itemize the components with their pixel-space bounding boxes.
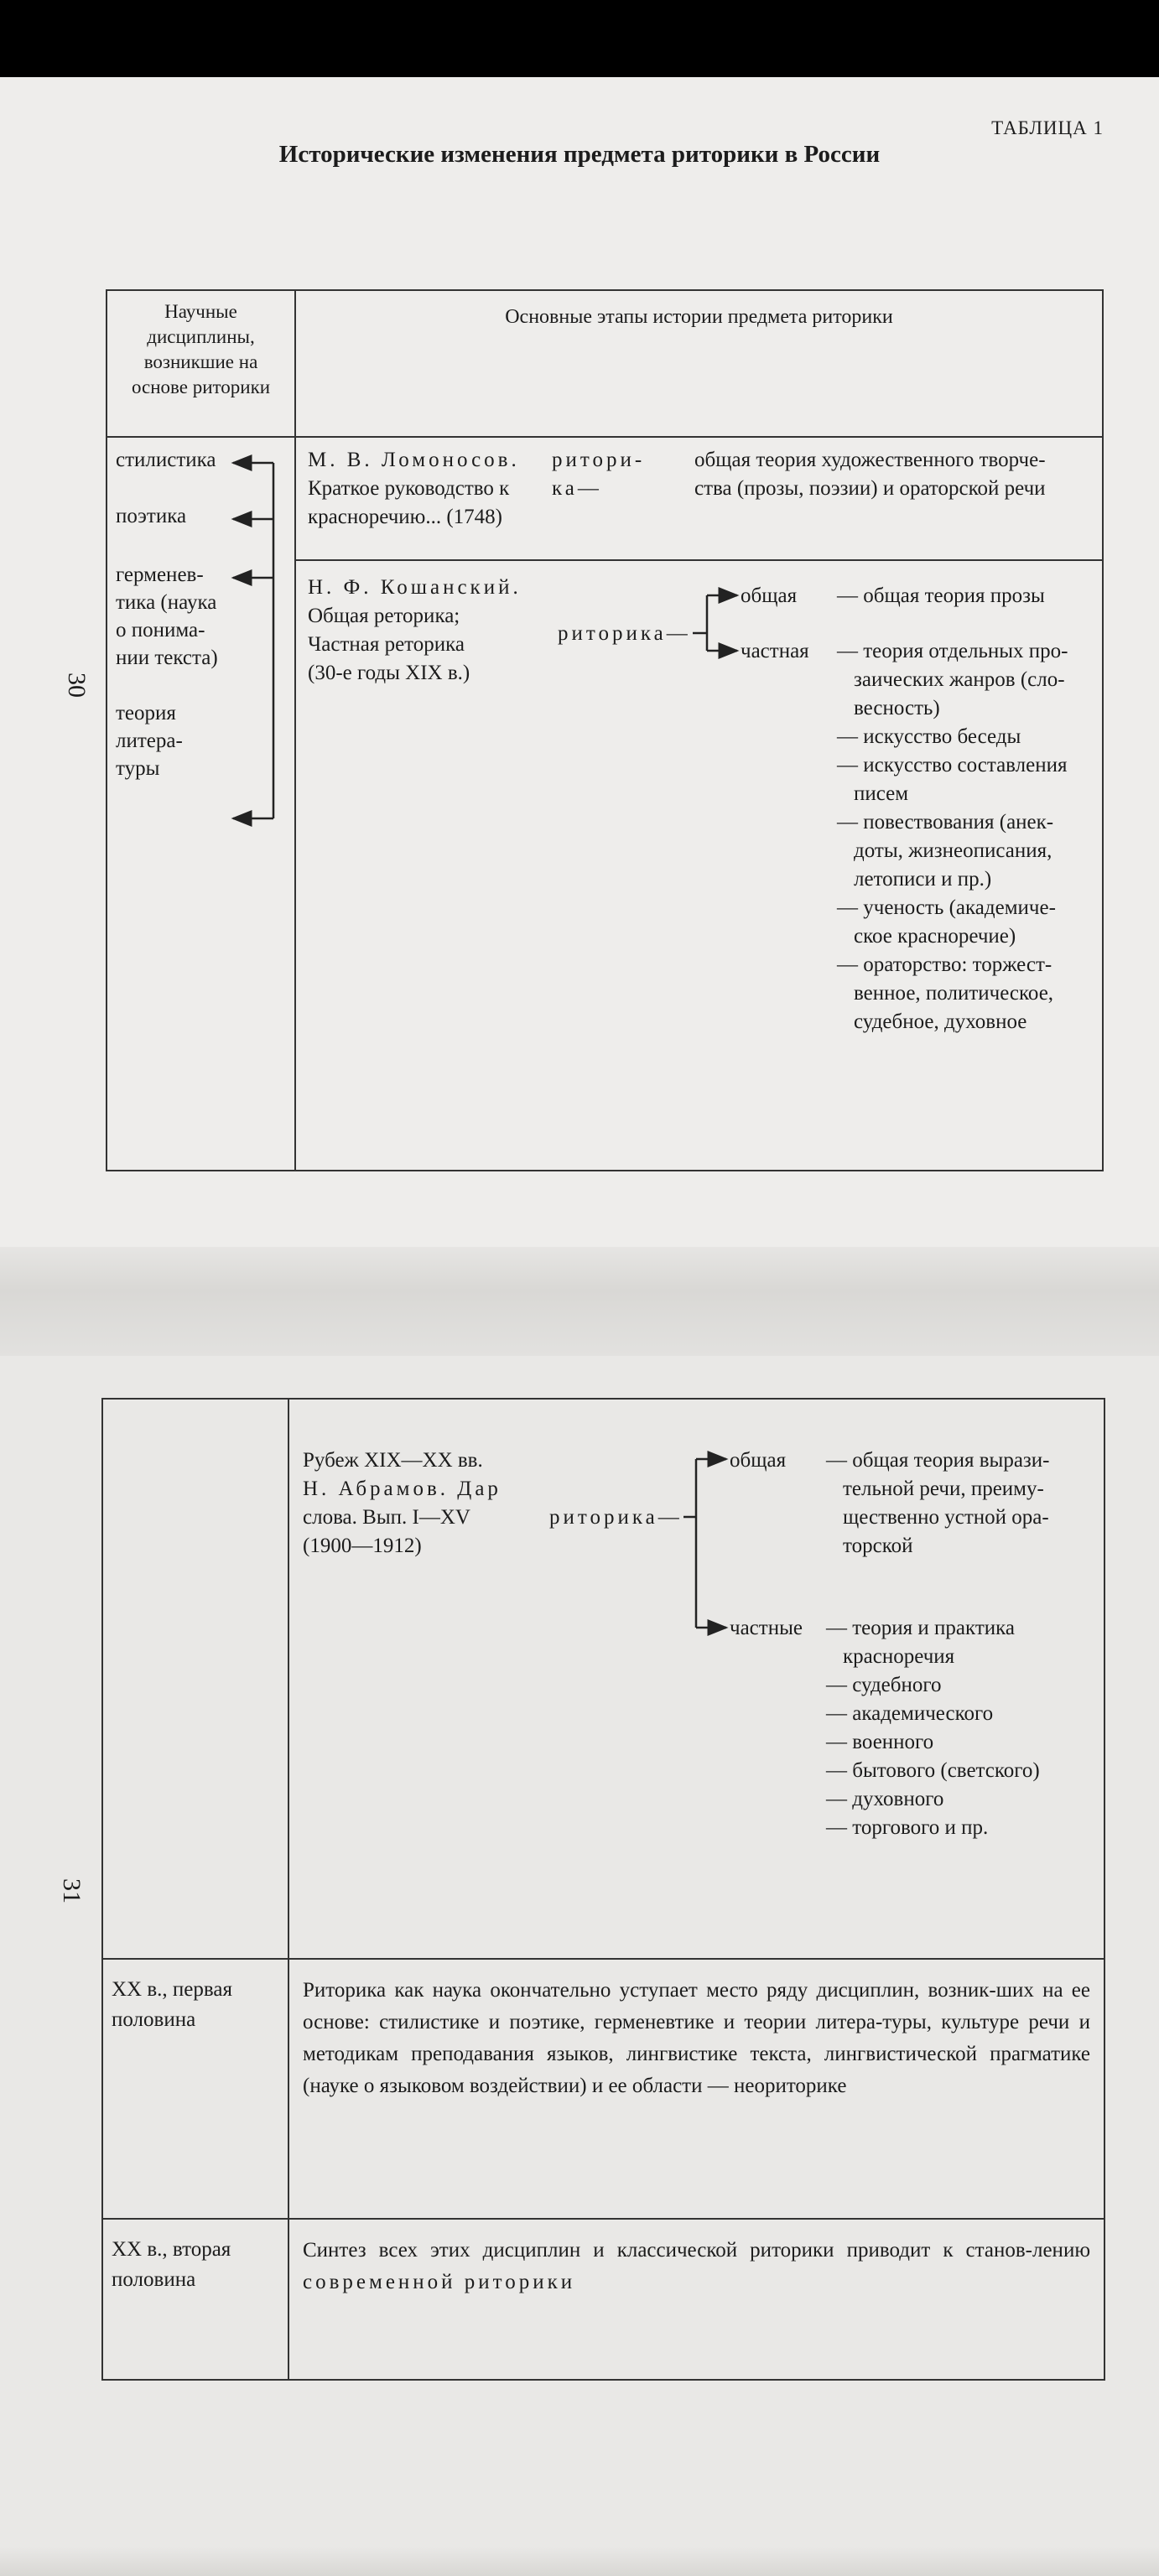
abramov-general: общая <box>730 1449 787 1472</box>
disciplines-cell <box>107 437 295 1171</box>
koshansky-item: летописи и пр.) <box>854 868 992 891</box>
lomonosov-author: М. В. Ломоносов. <box>308 449 520 471</box>
abramov-particular-def: — военного <box>826 1731 934 1753</box>
lomonosov-definition: общая теория художественного творче- <box>694 449 1046 471</box>
abramov-general-def: — общая теория вырази- <box>826 1449 1050 1472</box>
abramov-branch-arrows <box>289 1400 1105 1960</box>
empty-discipline-cell <box>102 1399 288 1959</box>
first-half-label <box>102 1959 288 2219</box>
koshansky-item: — ораторство: торжест- <box>837 953 1052 976</box>
header-stages: Основные этапы истории предмета риторики <box>295 290 1103 437</box>
period-label: XX в., вторая <box>112 2238 231 2261</box>
koshansky-general: общая <box>741 584 798 607</box>
page-number-31: 31 <box>58 1878 86 1903</box>
koshansky-work: Частная реторика <box>308 633 465 656</box>
header-left-line: дисциплины, <box>147 326 255 347</box>
abramov-particular-def: — судебного <box>826 1674 942 1696</box>
header-left-line: основе риторики <box>131 377 271 397</box>
koshansky-branch-arrows <box>296 438 1104 1171</box>
koshansky-work: Общая реторика; <box>308 605 460 627</box>
koshansky-item: весность) <box>854 697 940 719</box>
page-number-30: 30 <box>63 673 91 698</box>
abramov-particular-def: — бытового (светского) <box>826 1759 1040 1782</box>
abramov-particular-def: — теория и практика <box>826 1617 1015 1639</box>
page-bottom-shadow <box>0 2547 1159 2576</box>
top-black-bar <box>0 0 1159 77</box>
abramov-cell <box>288 1399 1104 1959</box>
abramov-particular-def: — торгового и пр. <box>826 1816 989 1839</box>
koshansky-item: — теория отдельных про- <box>837 640 1068 662</box>
abramov-line: Рубеж XIX—XX вв. <box>303 1449 483 1472</box>
abramov-particular-def: — академического <box>826 1702 994 1725</box>
koshansky-item: — повествования (анек- <box>837 811 1054 834</box>
discipline-hermeneutics: тика (наука <box>116 591 217 614</box>
abramov-line: Н. Абрамов. Дар <box>303 1478 502 1500</box>
koshansky-author: Н. Ф. Кошанский. <box>308 576 522 599</box>
period-label: XX в., первая <box>112 1978 232 2001</box>
rhetoric-history-table-part1 <box>106 289 1104 1171</box>
second-half-text <box>288 2219 1104 2380</box>
header-disciplines <box>107 290 295 437</box>
koshansky-particular: частная <box>741 640 809 662</box>
abramov-general-def: щественно устной ора- <box>843 1506 1049 1529</box>
discipline-stylistics: стилистика <box>116 449 216 471</box>
modern-rhetoric-emphasis: современной риторики <box>303 2271 576 2293</box>
lomonosov-definition: ства (прозы, поэзии) и ораторской речи <box>694 477 1046 500</box>
koshansky-general-def: — общая теория прозы <box>837 584 1045 607</box>
discipline-literary-theory: литера- <box>116 730 183 752</box>
header-left-line: возникшие на <box>143 351 258 372</box>
stages-cell <box>295 437 1103 1171</box>
lomonosov-term: ритори- <box>552 449 646 471</box>
discipline-hermeneutics: нии текста) <box>116 647 218 669</box>
abramov-particular: частные <box>730 1617 803 1639</box>
discipline-literary-theory: туры <box>116 757 160 780</box>
page-fold <box>0 1247 1159 1356</box>
abramov-general-def: торской <box>843 1535 913 1557</box>
discipline-hermeneutics: герменев- <box>116 564 204 586</box>
lomonosov-term: ка— <box>552 477 602 500</box>
header-left-line: Научные <box>164 301 237 322</box>
discipline-arrows <box>107 438 296 1171</box>
koshansky-item: судебное, духовное <box>854 1010 1027 1033</box>
koshansky-item: венное, политическое, <box>854 982 1054 1005</box>
second-half-text-start: Синтез всех этих дисциплин и классической риторики приводит к станов-лению <box>303 2239 1090 2262</box>
table-label: ТАБЛИЦА 1 <box>991 117 1104 138</box>
period-label: половина <box>112 2268 196 2291</box>
abramov-general-def: тельной речи, преиму- <box>843 1478 1044 1500</box>
discipline-hermeneutics: о понима- <box>116 619 205 641</box>
rhetoric-history-table-part2 <box>101 1398 1105 2381</box>
koshansky-item: заических жанров (сло- <box>854 668 1065 691</box>
abramov-particular-def: — духовного <box>826 1788 944 1810</box>
second-half-label <box>102 2219 288 2380</box>
lomonosov-work: красноречию... (1748) <box>308 506 502 528</box>
abramov-line: (1900—1912) <box>303 1535 422 1557</box>
koshansky-work: (30-е годы XIX в.) <box>308 662 470 684</box>
koshansky-item: — ученость (академиче- <box>837 896 1056 919</box>
discipline-poetics: поэтика <box>116 505 187 527</box>
koshansky-item: — искусство беседы <box>837 725 1021 748</box>
koshansky-term: риторика— <box>558 622 691 645</box>
koshansky-item: доты, жизнеописания, <box>854 839 1052 862</box>
koshansky-item: ское красноречие) <box>854 925 1016 948</box>
table-title: Исторические изменения предмета риторики в России <box>278 141 881 168</box>
koshansky-item: писем <box>854 782 909 805</box>
period-label: половина <box>112 2008 196 2031</box>
lomonosov-work: Краткое руководство к <box>308 477 510 500</box>
discipline-literary-theory: теория <box>116 702 176 724</box>
koshansky-item: — искусство составления <box>837 754 1068 776</box>
first-half-text: Риторика как наука окончательно уступает место ряду дисциплин, возник-ших на ее основе: стилистике и поэтике, герменевтике и теории литера-туры, культуре речи и методикам преподавания языков, лингвистике текста, лингвистической прагматике (науке о языковом воздействии) и ее области — неориторике <box>288 1959 1104 2219</box>
abramov-line: слова. Вып. I—XV <box>303 1506 470 1529</box>
abramov-term: риторика— <box>549 1506 683 1529</box>
abramov-particular-def: красноречия <box>843 1645 955 1668</box>
